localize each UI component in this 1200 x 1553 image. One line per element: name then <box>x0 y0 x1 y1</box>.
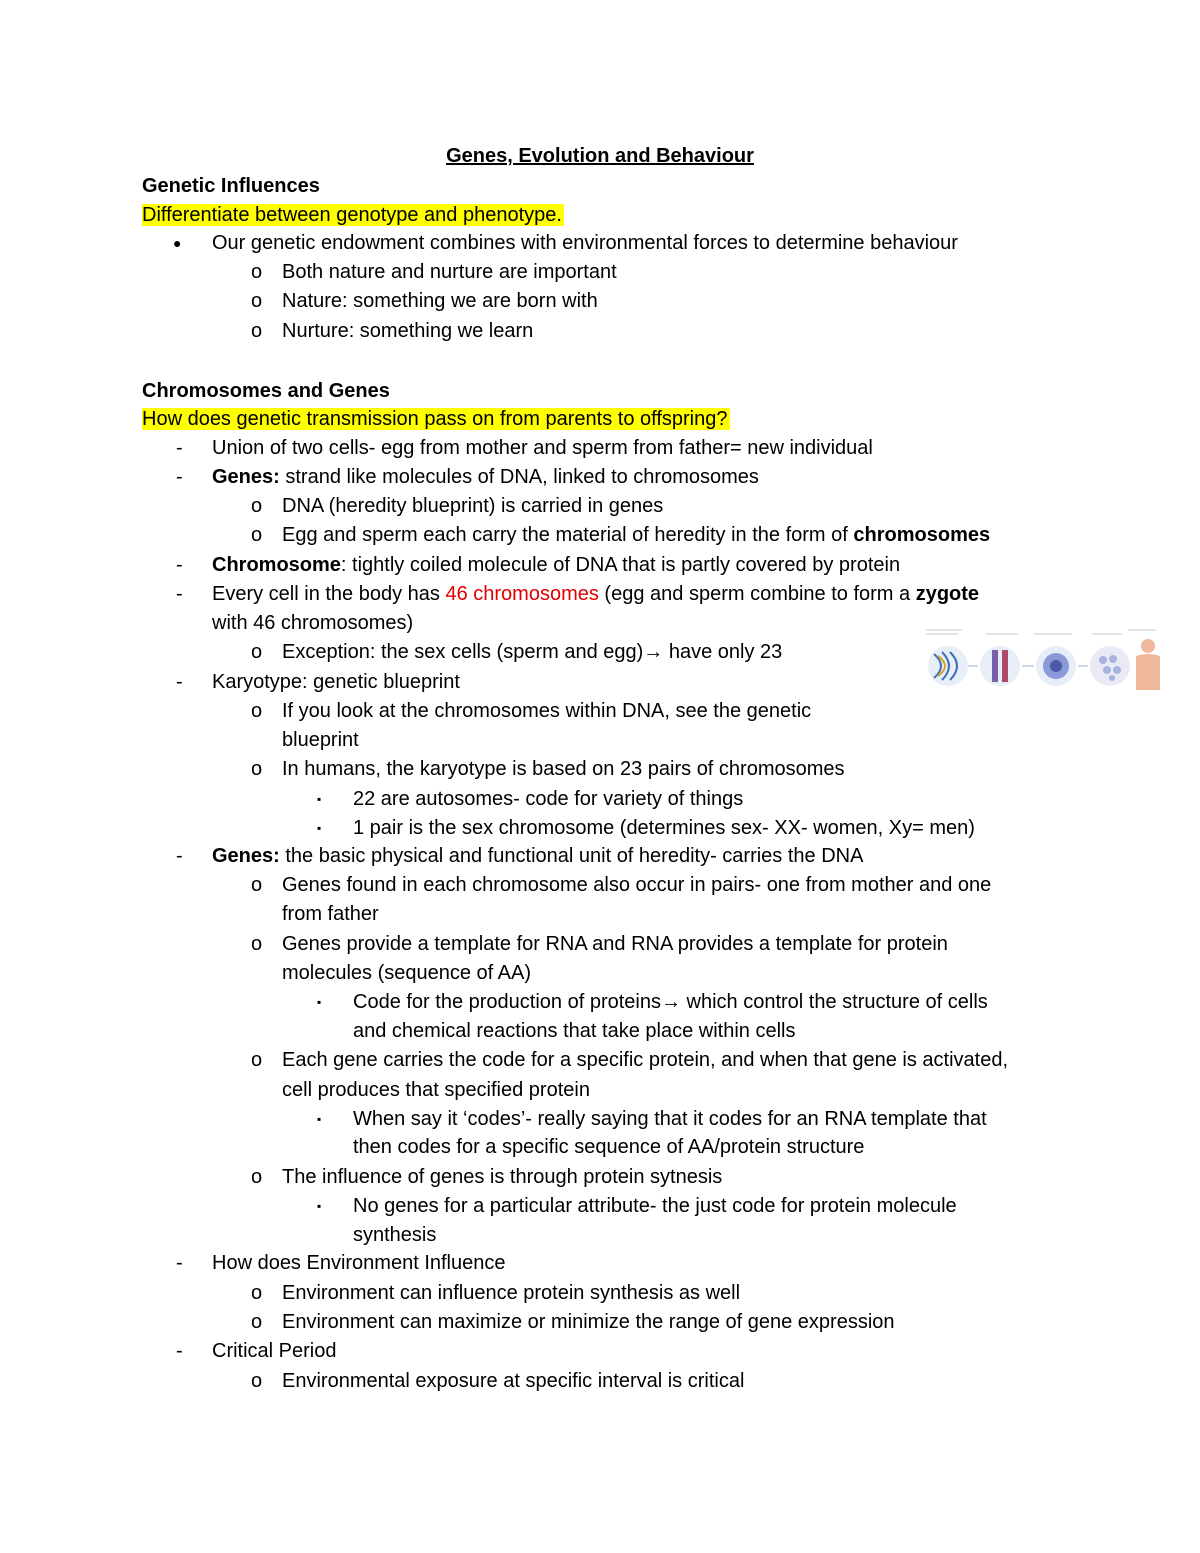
circle-marker: o <box>251 1370 263 1392</box>
section-heading-chromosomes: Chromosomes and Genes <box>142 380 390 402</box>
dash-marker: - <box>176 1252 183 1274</box>
list-item: When say it ‘codes’- really saying that it codes for an RNA template that <box>353 1108 987 1130</box>
page-title: Genes, Evolution and Behaviour <box>446 145 754 167</box>
list-item: Chromosome: tightly coiled molecule of DNA that is partly covered by protein <box>212 554 901 576</box>
list-item: Egg and sperm each carry the material of heredity in the form of chromosomes <box>282 524 991 546</box>
list-item-continuation: blueprint <box>282 729 359 751</box>
square-marker: ▪ <box>317 1112 322 1126</box>
circle-marker: o <box>251 524 263 546</box>
list-item-continuation: with 46 chromosomes) <box>212 612 414 634</box>
list-item-continuation: and chemical reactions that take place within cells <box>353 1020 796 1042</box>
circle-marker: o <box>251 700 263 722</box>
list-item: Environmental exposure at specific interval is critical <box>282 1370 745 1392</box>
arrow-right-icon: → <box>643 641 664 663</box>
dash-marker: - <box>176 1340 183 1362</box>
list-item: Union of two cells- egg from mother and sperm from father= new individual <box>212 437 873 459</box>
list-item: No genes for a particular attribute- the just code for protein molecule <box>353 1195 957 1217</box>
list-item: In humans, the karyotype is based on 23 pairs of chromosomes <box>282 758 845 780</box>
circle-marker: o <box>251 1282 263 1304</box>
dna-to-body-illustration-icon <box>922 626 1162 690</box>
list-item-continuation: then codes for a specific sequence of AA/protein structure <box>353 1136 865 1158</box>
list-item: Code for the production of proteins→ which control the structure of cells <box>353 991 988 1013</box>
list-item: Karyotype: genetic blueprint <box>212 671 460 693</box>
list-item: Genes: strand like molecules of DNA, linked to chromosomes <box>212 466 759 488</box>
list-item: Environment can influence protein synthesis as well <box>282 1282 741 1304</box>
dash-marker: - <box>176 845 183 867</box>
square-marker: ▪ <box>317 1199 322 1213</box>
circle-marker: o <box>251 320 263 342</box>
list-item: Genes: the basic physical and functional unit of heredity- carries the DNA <box>212 845 864 867</box>
list-item: The influence of genes is through protein sytnesis <box>282 1166 723 1188</box>
list-item-continuation: molecules (sequence of AA) <box>282 962 532 984</box>
list-item: Nature: something we are born with <box>282 290 598 312</box>
dash-marker: - <box>176 466 183 488</box>
list-item-continuation: cell produces that specified protein <box>282 1079 590 1101</box>
section-question-genotype: Differentiate between genotype and phenotype. <box>142 204 562 226</box>
list-item-continuation: from father <box>282 903 379 925</box>
list-item: DNA (heredity blueprint) is carried in genes <box>282 495 664 517</box>
list-item: Genes provide a template for RNA and RNA provides a template for protein <box>282 933 948 955</box>
list-item-continuation: synthesis <box>353 1224 437 1246</box>
list-item: Exception: the sex cells (sperm and egg)→ have only 23 <box>282 641 783 663</box>
list-item: 22 are autosomes- code for variety of things <box>353 788 744 810</box>
list-item: Genes found in each chromosome also occur in pairs- one from mother and one <box>282 874 992 896</box>
circle-marker: o <box>251 495 263 517</box>
circle-marker: o <box>251 641 263 663</box>
circle-marker: o <box>251 261 263 283</box>
square-marker: ▪ <box>317 792 322 806</box>
circle-marker: o <box>251 290 263 312</box>
list-item: Each gene carries the code for a specific protein, and when that gene is activated, <box>282 1049 1008 1071</box>
arrow-right-icon: → <box>660 991 681 1013</box>
list-item: 1 pair is the sex chromosome (determines sex- XX- women, Xy= men) <box>353 817 975 839</box>
circle-marker: o <box>251 1311 263 1333</box>
list-item: Our genetic endowment combines with environmental forces to determine behaviour <box>212 232 958 254</box>
circle-marker: o <box>251 1166 263 1188</box>
section-question-transmission: How does genetic transmission pass on from parents to offspring? <box>142 408 728 430</box>
circle-marker: o <box>251 933 263 955</box>
dash-marker: - <box>176 554 183 576</box>
square-marker: ▪ <box>317 995 322 1009</box>
list-item: How does Environment Influence <box>212 1252 506 1274</box>
section-heading-genetic-influences: Genetic Influences <box>142 175 320 197</box>
dash-marker: - <box>176 437 183 459</box>
list-item: Every cell in the body has 46 chromosomes (egg and sperm combine to form a zygote <box>212 583 980 605</box>
list-item: If you look at the chromosomes within DNA, see the genetic <box>282 700 812 722</box>
square-marker: ▪ <box>317 821 322 835</box>
list-item: Both nature and nurture are important <box>282 261 617 283</box>
list-item: Environment can maximize or minimize the range of gene expression <box>282 1311 895 1333</box>
bullet-marker: ● <box>173 235 182 251</box>
list-item: Nurture: something we learn <box>282 320 534 342</box>
circle-marker: o <box>251 874 263 896</box>
list-item: Critical Period <box>212 1340 337 1362</box>
dash-marker: - <box>176 583 183 605</box>
circle-marker: o <box>251 758 263 780</box>
dash-marker: - <box>176 671 183 693</box>
circle-marker: o <box>251 1049 263 1071</box>
